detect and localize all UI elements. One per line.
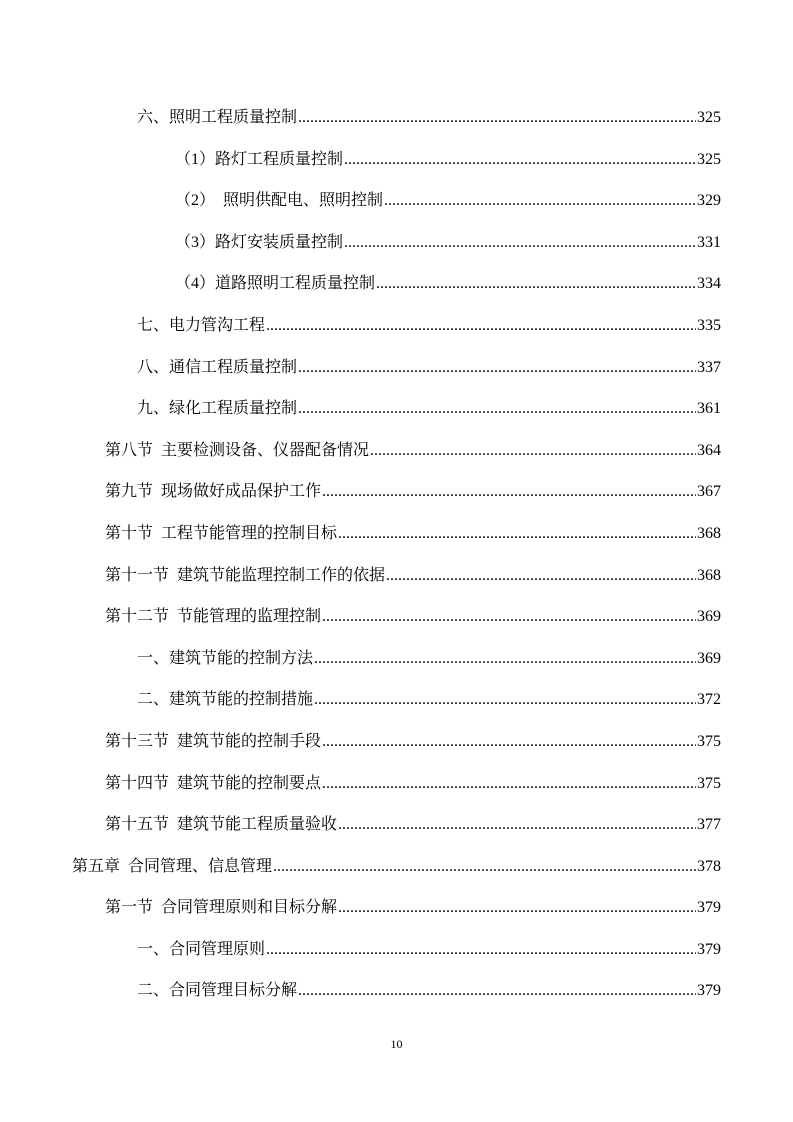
page-number: 10 — [390, 1037, 403, 1051]
toc-entry-title: 第十三节 建筑节能的控制手段 — [105, 732, 322, 750]
toc-entry[interactable] — [0, 679, 793, 721]
toc-entry[interactable] — [0, 305, 793, 347]
toc-entry-page: 378 — [697, 857, 721, 875]
toc-entry[interactable] — [0, 139, 793, 181]
toc-entry-page: 379 — [697, 899, 721, 917]
toc-entry[interactable] — [0, 929, 793, 971]
toc-entry-title: 九、绿化工程质量控制 — [137, 400, 298, 418]
toc-entry[interactable] — [0, 263, 793, 305]
toc-entry[interactable] — [0, 222, 793, 264]
toc-dot-leader — [338, 887, 696, 929]
toc-entry-page: 368 — [697, 524, 721, 542]
toc-entry-title: （3）路灯安装质量控制 — [175, 233, 344, 251]
toc-dot-leader — [298, 970, 696, 1012]
toc-entry[interactable] — [0, 638, 793, 680]
toc-entry-title: 六、照明工程质量控制 — [137, 109, 298, 126]
toc-dot-leader — [314, 679, 696, 721]
toc-entry[interactable] — [0, 347, 793, 389]
toc-entry[interactable] — [0, 555, 793, 597]
toc-dot-leader — [322, 596, 696, 638]
toc-entry[interactable] — [0, 430, 793, 472]
toc-dot-leader — [386, 555, 696, 597]
toc-entry-page: 369 — [697, 608, 721, 626]
toc-entry-title: 第十二节 节能管理的监理控制 — [105, 608, 322, 626]
toc-entry[interactable] — [0, 180, 793, 222]
toc-entry-page: 334 — [697, 275, 721, 293]
toc-dot-leader — [344, 222, 696, 264]
toc-entry-page: 329 — [697, 192, 721, 210]
toc-entry-title: 第十四节 建筑节能的控制要点 — [105, 774, 322, 792]
toc-dot-leader — [338, 513, 696, 555]
toc-dot-leader — [322, 471, 696, 513]
toc-entry[interactable] — [0, 721, 793, 763]
toc-dot-leader — [338, 804, 696, 846]
toc-dot-leader — [298, 97, 696, 139]
toc-entry-page: 368 — [697, 566, 721, 584]
toc-entry-title: 二、建筑节能的控制措施 — [137, 691, 314, 709]
toc-entry-page: 331 — [697, 233, 721, 251]
toc-entry[interactable] — [0, 763, 793, 805]
toc-entry-page: 361 — [697, 400, 721, 418]
toc-dot-leader — [370, 430, 696, 472]
toc-entry[interactable] — [0, 846, 793, 888]
toc-dot-leader — [376, 263, 696, 305]
toc-dot-leader — [322, 721, 696, 763]
toc-entry-title: 二、合同管理目标分解 — [137, 982, 298, 1000]
toc-dot-leader — [298, 347, 696, 389]
toc-entry-page: 379 — [697, 982, 721, 1000]
toc-entry-title: （4）道路照明工程质量控制 — [175, 275, 376, 293]
toc-entry-title: 第十一节 建筑节能监理控制工作的依据 — [105, 566, 386, 584]
toc-entry[interactable] — [0, 887, 793, 929]
toc-entry-title: 第十节 工程节能管理的控制目标 — [105, 524, 338, 542]
toc-entry-title: 七、电力管沟工程 — [137, 316, 266, 334]
toc-entry[interactable] — [0, 970, 793, 1012]
toc-dot-leader — [266, 929, 696, 971]
toc-entry-page: 364 — [697, 441, 721, 459]
toc-entry-title: 第九节 现场做好成品保护工作 — [105, 483, 322, 501]
toc-entry-page: 325 — [697, 109, 721, 126]
toc-entry-title: 第一节 合同管理原则和目标分解 — [105, 899, 338, 917]
toc-entry[interactable] — [0, 804, 793, 846]
toc-entry-page: 337 — [697, 358, 721, 376]
toc-dot-leader — [384, 180, 696, 222]
toc-dot-leader — [266, 305, 696, 347]
toc-entry-title: （1）路灯工程质量控制 — [175, 150, 344, 168]
toc-entry[interactable] — [0, 596, 793, 638]
toc-entry-page: 375 — [697, 732, 721, 750]
toc-entry-page: 367 — [697, 483, 721, 501]
toc-entry-title: 一、建筑节能的控制方法 — [137, 649, 314, 667]
toc-entry[interactable] — [0, 97, 793, 139]
toc-dot-leader — [298, 388, 696, 430]
toc-entry[interactable] — [0, 471, 793, 513]
toc-entry-title: 八、通信工程质量控制 — [137, 358, 298, 376]
toc-entry-page: 372 — [697, 691, 721, 709]
toc-entry-title: （2） 照明供配电、照明控制 — [175, 192, 384, 210]
toc-entry-title: 一、合同管理原则 — [137, 940, 266, 958]
toc-entry-page: 335 — [697, 316, 721, 334]
toc-entry-page: 377 — [697, 816, 721, 834]
toc-entry-page: 325 — [697, 150, 721, 168]
toc-entry-page: 375 — [697, 774, 721, 792]
toc-entry-title: 第八节 主要检测设备、仪器配备情况 — [105, 441, 370, 459]
toc-entry[interactable] — [0, 388, 793, 430]
toc-dot-leader — [344, 139, 696, 181]
toc-dot-leader — [314, 638, 696, 680]
toc-entry-title: 第十五节 建筑节能工程质量验收 — [105, 816, 338, 834]
toc-entry-page: 369 — [697, 649, 721, 667]
toc-entry[interactable] — [0, 513, 793, 555]
toc-dot-leader — [322, 763, 696, 805]
toc-dot-leader — [273, 846, 696, 888]
toc-entry-page: 379 — [697, 940, 721, 958]
toc-entry-title: 第五章 合同管理、信息管理 — [72, 857, 273, 875]
table-of-contents — [0, 97, 793, 1012]
